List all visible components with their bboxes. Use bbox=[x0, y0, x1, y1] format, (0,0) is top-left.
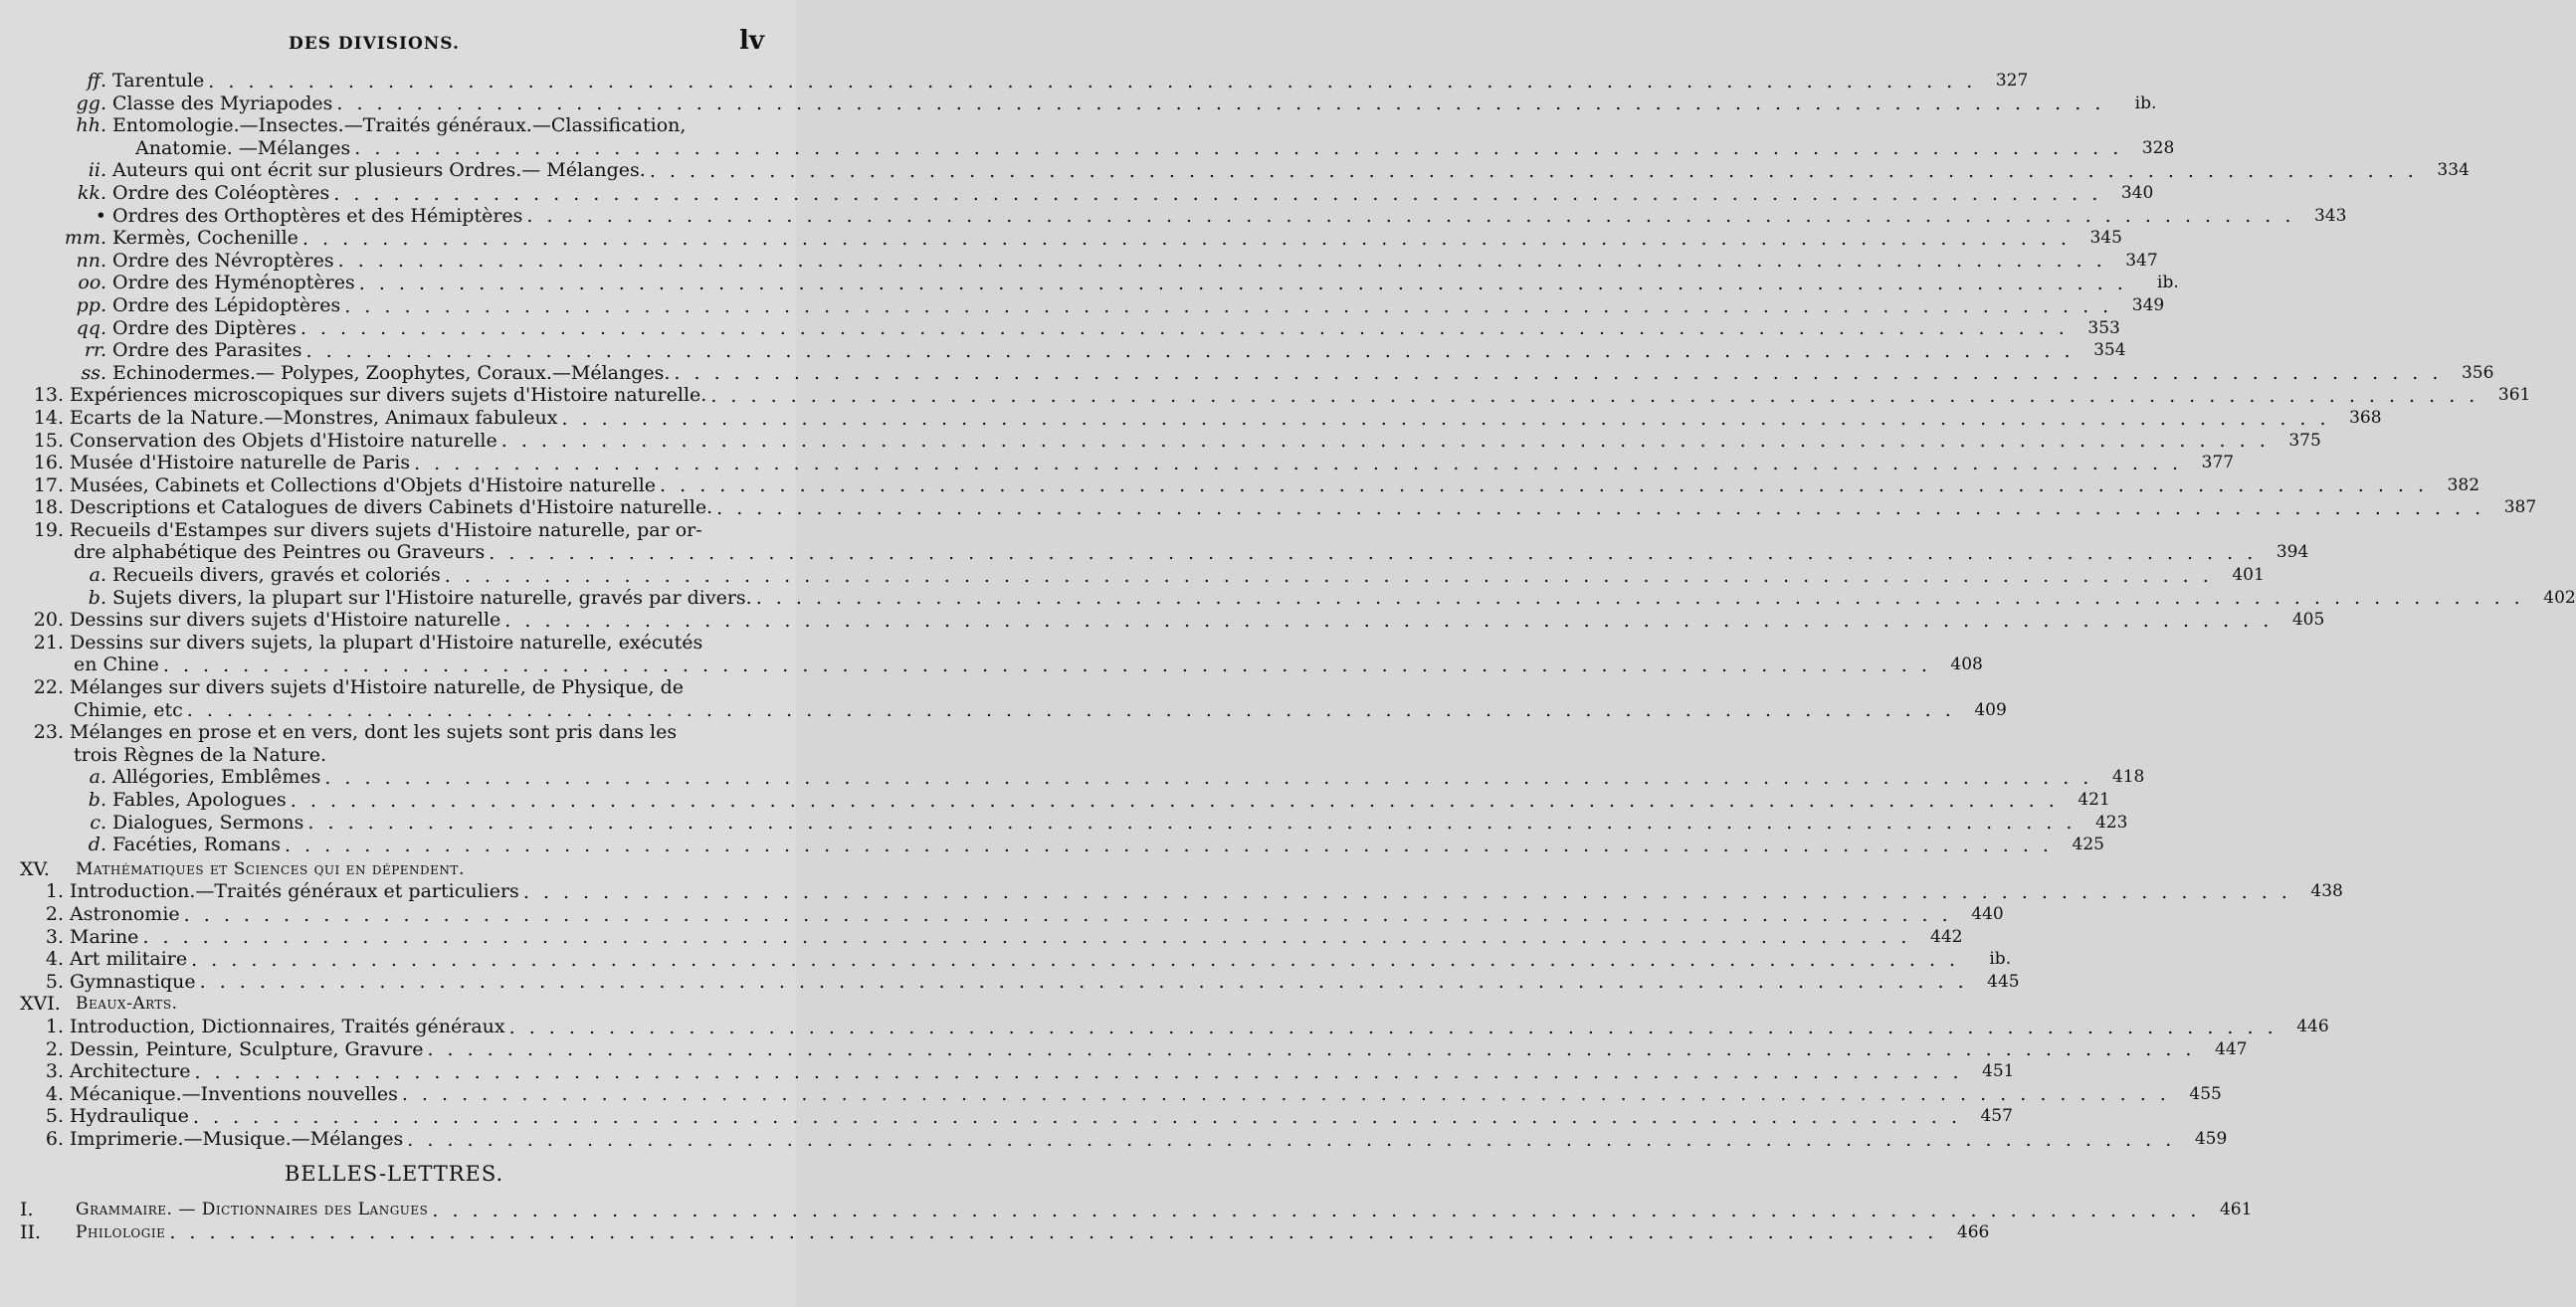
toc-line bbox=[18, 1127, 2228, 1151]
entry-page: 440 bbox=[1971, 903, 2004, 924]
entry-page: 445 bbox=[1987, 971, 2020, 992]
entry-number: c. bbox=[90, 811, 106, 834]
toc-entry bbox=[18, 1199, 2253, 1221]
toc-line bbox=[18, 902, 2004, 926]
toc-entry bbox=[18, 70, 2029, 93]
dot-leader bbox=[501, 430, 2270, 452]
toc-line bbox=[18, 473, 2480, 497]
section-title: Beaux-Arts. bbox=[76, 994, 178, 1015]
entry-title: Philologie bbox=[76, 1221, 166, 1242]
entry-title: Classe des Myriapodes bbox=[112, 92, 333, 114]
section-xvi bbox=[18, 993, 2329, 1150]
dot-leader bbox=[285, 835, 2053, 856]
entry-page: 446 bbox=[2296, 1016, 2329, 1036]
entry-page: 345 bbox=[2089, 228, 2122, 249]
toc-entry bbox=[18, 361, 2494, 385]
toc-line bbox=[18, 1199, 2253, 1221]
entry-page: 461 bbox=[2219, 1200, 2253, 1220]
entry-page: 455 bbox=[2189, 1083, 2222, 1104]
toc-entry bbox=[18, 1082, 2222, 1106]
toc-entry bbox=[18, 429, 2321, 453]
dot-leader bbox=[338, 250, 2106, 272]
toc-entry bbox=[18, 721, 770, 766]
dot-leader bbox=[562, 408, 2330, 430]
section-number: XVI. bbox=[20, 993, 61, 1016]
toc-line bbox=[18, 384, 2531, 407]
entry-page: 375 bbox=[2288, 430, 2321, 451]
toc-entry bbox=[18, 1127, 2228, 1151]
toc-entry bbox=[18, 834, 2104, 856]
entry-title: Ordre des Névroptères bbox=[112, 249, 334, 272]
dot-leader bbox=[414, 453, 2182, 474]
toc-line-continued bbox=[18, 744, 770, 767]
entry-title: Ordre des Diptères bbox=[112, 316, 297, 339]
toc-entry bbox=[18, 789, 2110, 812]
entry-page: 421 bbox=[2078, 790, 2110, 810]
entry-number: 2. bbox=[45, 1037, 64, 1060]
entry-page: 334 bbox=[2437, 160, 2470, 181]
dot-leader bbox=[307, 812, 2076, 834]
dot-leader bbox=[526, 205, 2294, 227]
dot-leader bbox=[193, 1106, 1961, 1128]
toc-line bbox=[18, 766, 2145, 789]
entry-title: Ecarts de la Nature.—Monstres, Animaux fabuleux bbox=[70, 406, 558, 429]
entry-title: Sujets divers, la plupart sur l'Histoire naturelle, gravés par divers. bbox=[112, 586, 752, 609]
dot-leader bbox=[208, 71, 1976, 93]
toc-line bbox=[18, 181, 2154, 205]
entry-number: kk. bbox=[77, 181, 106, 204]
toc-line bbox=[18, 114, 770, 137]
toc-line bbox=[18, 159, 2470, 182]
toc-line bbox=[18, 721, 770, 744]
toc-line bbox=[18, 316, 2120, 340]
toc-line-continued bbox=[18, 654, 1983, 676]
toc-line bbox=[18, 586, 2576, 610]
dot-leader bbox=[660, 474, 2428, 496]
entry-title: Ordre des Parasites bbox=[112, 339, 302, 362]
toc-line-continued bbox=[18, 698, 2007, 722]
entry-number: 1. bbox=[45, 880, 64, 903]
toc-entry bbox=[18, 1015, 2329, 1038]
dot-leader bbox=[163, 654, 1931, 676]
entry-page: 438 bbox=[2310, 881, 2343, 902]
entry-number: qq. bbox=[76, 316, 106, 339]
entry-number: I. bbox=[20, 1199, 34, 1221]
toc-entry bbox=[18, 1220, 1990, 1244]
entry-number: 6. bbox=[45, 1127, 64, 1150]
dot-leader bbox=[302, 228, 2071, 250]
entry-number: 14. bbox=[33, 406, 64, 429]
toc-entry bbox=[18, 811, 2128, 835]
toc-entry bbox=[18, 902, 2004, 926]
entry-number: ss. bbox=[81, 361, 106, 384]
belles-lettres-items bbox=[18, 1199, 2253, 1243]
entry-title: Ordre des Hyménoptères bbox=[112, 272, 355, 294]
dot-leader bbox=[710, 385, 2478, 407]
entry-page: 387 bbox=[2503, 497, 2537, 518]
toc-line-continued bbox=[18, 136, 2175, 160]
entry-page: 377 bbox=[2201, 453, 2235, 473]
entry-title: Mélanges en prose et en vers, dont les sujets sont pris dans les bbox=[70, 721, 678, 744]
entry-title: Dessin, Peinture, Sculpture, Gravure bbox=[70, 1037, 424, 1060]
entry-page: ib. bbox=[2157, 273, 2179, 293]
toc-entry bbox=[18, 204, 2347, 228]
entry-number: • bbox=[95, 204, 106, 227]
dot-leader bbox=[427, 1038, 2195, 1060]
toc-entry bbox=[18, 1105, 2013, 1128]
entry-title: Conservation des Objets d'Histoire naturelle bbox=[70, 429, 497, 452]
entry-page: 447 bbox=[2215, 1038, 2248, 1059]
entry-title: Dessins sur divers sujets d'Histoire naturelle bbox=[70, 609, 501, 632]
entry-title: Dessins sur divers sujets, la plupart d'Histoire naturelle, exécutés bbox=[70, 631, 703, 654]
entry-number: 20. bbox=[33, 609, 64, 632]
toc-entry bbox=[18, 631, 1983, 676]
toc-line bbox=[18, 632, 770, 654]
entry-title: Ordre des Lépidoptères bbox=[112, 293, 341, 316]
dot-leader bbox=[300, 317, 2069, 339]
entry-title-continued: en Chine bbox=[74, 654, 159, 676]
entry-number: hh. bbox=[76, 114, 106, 137]
entry-page: 347 bbox=[2125, 250, 2158, 271]
toc-entry bbox=[18, 339, 2126, 362]
dot-leader bbox=[359, 273, 2127, 294]
entry-page: 340 bbox=[2120, 182, 2154, 203]
dot-leader bbox=[354, 137, 2122, 159]
entry-title: Entomologie.—Insectes.—Traités généraux.—Classification, bbox=[112, 114, 687, 137]
section-xv bbox=[18, 857, 2343, 994]
dot-leader bbox=[509, 1017, 2278, 1038]
toc-entry bbox=[18, 925, 1963, 949]
dot-leader bbox=[407, 1129, 2175, 1151]
entry-title: Kermès, Cochenille bbox=[112, 227, 298, 250]
dot-leader bbox=[402, 1083, 2170, 1105]
dot-leader bbox=[432, 1200, 2200, 1221]
belles-lettres-heading: BELLES-LETTRES. bbox=[284, 1161, 504, 1186]
dot-leader bbox=[291, 790, 2059, 812]
entry-page: 356 bbox=[2461, 362, 2494, 383]
entry-title: Auteurs qui ont écrit sur plusieurs Ordres.— Mélanges. bbox=[112, 159, 646, 182]
toc-entry bbox=[18, 181, 2154, 205]
entry-number: 3. bbox=[45, 925, 64, 948]
table-of-contents bbox=[18, 70, 2576, 1243]
toc-line bbox=[18, 789, 2110, 812]
toc-line bbox=[18, 293, 2165, 317]
entry-number: rr. bbox=[84, 339, 106, 362]
entry-title: Imprimerie.—Musique.—Mélanges bbox=[70, 1127, 404, 1150]
section-title: Mathématiques et Sciences qui en dépendent. bbox=[76, 858, 465, 879]
entry-title: Gymnastique bbox=[70, 970, 196, 993]
entry-number: 17. bbox=[33, 473, 64, 496]
dot-leader bbox=[674, 362, 2442, 384]
toc-entry bbox=[18, 609, 2325, 632]
toc-line bbox=[18, 970, 2020, 994]
dot-leader bbox=[184, 904, 1952, 926]
entry-page: 423 bbox=[2094, 812, 2128, 833]
toc-line bbox=[18, 834, 2104, 856]
toc-line-continued bbox=[18, 541, 2309, 564]
toc-line bbox=[18, 204, 2347, 228]
toc-line bbox=[18, 1037, 2248, 1061]
entry-title: Expériences microscopiques sur divers sujets d'Histoire naturelle. bbox=[70, 384, 707, 407]
entry-title: Recueils divers, gravés et coloriés bbox=[112, 564, 441, 587]
entry-number: 21. bbox=[33, 631, 64, 654]
toc-line bbox=[18, 70, 2029, 93]
dot-leader bbox=[142, 926, 1910, 948]
toc-entry bbox=[18, 766, 2145, 789]
dot-leader bbox=[716, 497, 2484, 519]
entry-title: Echinodermes.— Polypes, Zoophytes, Coraux.—Mélanges. bbox=[112, 361, 671, 384]
entry-page: 343 bbox=[2313, 205, 2347, 226]
entry-number: mm. bbox=[64, 227, 106, 250]
entry-page: 418 bbox=[2111, 767, 2145, 788]
toc-line bbox=[18, 1105, 2013, 1128]
entry-title: Hydraulique bbox=[70, 1105, 189, 1128]
toc-line bbox=[18, 92, 2157, 115]
toc-line bbox=[18, 948, 2012, 971]
dot-leader bbox=[333, 183, 2101, 205]
toc-line bbox=[18, 1060, 2015, 1083]
entry-number: a. bbox=[89, 564, 106, 587]
toc-line bbox=[18, 339, 2126, 362]
section-number: XV. bbox=[20, 857, 50, 880]
toc-line bbox=[18, 880, 2343, 903]
section-xv-items bbox=[18, 880, 2343, 993]
entry-number: 15. bbox=[33, 429, 64, 452]
entries-list bbox=[18, 70, 2576, 856]
entry-page: 361 bbox=[2497, 385, 2531, 406]
entry-page: 409 bbox=[1974, 699, 2007, 720]
entry-number: a. bbox=[89, 766, 106, 789]
toc-entry bbox=[18, 586, 2576, 610]
entry-title: Astronomie bbox=[70, 902, 180, 925]
entry-title: Musées, Cabinets et Collections d'Objets d'Histoire naturelle bbox=[70, 473, 657, 496]
entry-title: Architecture bbox=[70, 1060, 191, 1083]
entry-title: Recueils d'Estampes sur divers sujets d'Histoire naturelle, par or- bbox=[70, 518, 702, 541]
toc-line bbox=[18, 1082, 2222, 1106]
toc-line bbox=[18, 361, 2494, 385]
entry-title-continued: Anatomie. —Mélanges bbox=[135, 136, 351, 159]
dot-leader bbox=[756, 587, 2524, 609]
entry-title: Marine bbox=[70, 925, 139, 948]
toc-entry bbox=[18, 473, 2480, 497]
entry-page: 459 bbox=[2194, 1128, 2228, 1149]
entry-number: 3. bbox=[45, 1060, 64, 1083]
toc-entry bbox=[18, 452, 2235, 474]
entry-page: 328 bbox=[2141, 137, 2175, 158]
entry-title: Descriptions et Catalogues de divers Cabinets d'Histoire naturelle. bbox=[70, 496, 713, 519]
toc-entry bbox=[18, 293, 2165, 317]
toc-line bbox=[18, 925, 1963, 949]
entry-title-continued: Chimie, etc bbox=[74, 698, 183, 721]
entry-number: b. bbox=[88, 789, 106, 811]
toc-entry bbox=[18, 384, 2531, 407]
toc-line bbox=[18, 519, 770, 542]
entry-title: Mélanges sur divers sujets d'Histoire naturelle, de Physique, de bbox=[70, 676, 684, 699]
toc-entry bbox=[18, 92, 2157, 115]
toc-entry bbox=[18, 1060, 2015, 1083]
dot-leader bbox=[650, 160, 2418, 182]
entry-title: Musée d'Histoire naturelle de Paris bbox=[70, 452, 411, 474]
entry-page: 405 bbox=[2291, 610, 2325, 631]
entry-number: ff. bbox=[87, 70, 106, 92]
toc-line bbox=[18, 564, 2265, 587]
toc-line bbox=[18, 406, 2382, 430]
section-heading-xvi bbox=[18, 993, 770, 1016]
entry-number: nn. bbox=[76, 249, 106, 272]
entry-title: Mécanique.—Inventions nouvelles bbox=[70, 1082, 398, 1105]
entry-number: gg. bbox=[76, 92, 106, 114]
toc-line bbox=[18, 811, 2128, 835]
toc-entry bbox=[18, 496, 2537, 519]
toc-entry bbox=[18, 227, 2122, 250]
section-xvi-items bbox=[18, 1015, 2329, 1151]
entry-title: Ordres des Orthoptères et des Hémiptères bbox=[112, 204, 523, 227]
entry-title: Allégories, Emblêmes bbox=[112, 766, 321, 789]
dot-leader bbox=[445, 565, 2213, 587]
toc-line bbox=[18, 452, 2235, 474]
entry-page: 394 bbox=[2276, 542, 2309, 563]
toc-entry bbox=[18, 970, 2020, 994]
entry-title: Fables, Apologues bbox=[112, 789, 287, 811]
entry-page: 408 bbox=[1950, 654, 1983, 675]
entry-number: 22. bbox=[33, 676, 64, 699]
entry-page: ib. bbox=[2134, 93, 2157, 113]
entry-number: 4. bbox=[45, 948, 64, 971]
entry-title-continued: trois Règnes de la Nature. bbox=[74, 743, 327, 766]
entry-number: d. bbox=[88, 834, 106, 856]
entry-title: Introduction.—Traités généraux et particuliers bbox=[70, 880, 519, 903]
entry-number: 19. bbox=[33, 518, 64, 541]
toc-line bbox=[18, 496, 2537, 519]
toc-line bbox=[18, 429, 2321, 453]
toc-entry bbox=[18, 676, 2007, 721]
entry-page: 353 bbox=[2087, 317, 2120, 338]
toc-line bbox=[18, 1220, 1990, 1244]
entry-number: 2. bbox=[45, 902, 64, 925]
toc-line bbox=[18, 676, 770, 699]
entry-page: 401 bbox=[2232, 565, 2265, 586]
toc-entry bbox=[18, 249, 2158, 273]
entry-title: Introduction, Dictionnaires, Traités généraux bbox=[70, 1015, 505, 1037]
entry-number: 13. bbox=[33, 384, 64, 407]
dot-leader bbox=[336, 93, 2104, 114]
entry-number: 4. bbox=[45, 1082, 64, 1105]
toc-entry bbox=[18, 272, 2179, 294]
dot-leader bbox=[191, 949, 1959, 971]
toc-entry bbox=[18, 1037, 2248, 1061]
toc-entry bbox=[18, 518, 2309, 564]
toc-line bbox=[18, 272, 2179, 294]
dot-leader bbox=[324, 767, 2092, 789]
dot-leader bbox=[306, 340, 2075, 362]
toc-line bbox=[18, 227, 2122, 250]
entry-title: Dialogues, Sermons bbox=[112, 811, 304, 834]
entry-title: Tarentule bbox=[112, 70, 205, 92]
toc-entry bbox=[18, 316, 2120, 340]
dot-leader bbox=[169, 1221, 1937, 1243]
entry-number: ii. bbox=[88, 159, 106, 182]
dot-leader bbox=[504, 610, 2273, 632]
toc-entry bbox=[18, 114, 2175, 159]
toc-line bbox=[18, 609, 2325, 632]
toc-entry bbox=[18, 880, 2343, 903]
entry-number: b. bbox=[88, 586, 106, 609]
entry-number: 16. bbox=[33, 452, 64, 474]
section-heading-xv bbox=[18, 858, 770, 881]
entry-number: 23. bbox=[33, 721, 64, 744]
entry-number: pp. bbox=[76, 293, 106, 316]
dot-leader bbox=[523, 881, 2291, 903]
entry-page: 442 bbox=[1930, 926, 1963, 947]
entry-page: 368 bbox=[2349, 407, 2382, 428]
entry-number: 1. bbox=[45, 1015, 64, 1037]
toc-entry bbox=[18, 406, 2382, 430]
dot-leader bbox=[187, 699, 1955, 721]
dot-leader bbox=[489, 542, 2257, 564]
entry-page: 354 bbox=[2093, 340, 2126, 361]
toc-line bbox=[18, 249, 2158, 273]
entry-page: 466 bbox=[1956, 1221, 1990, 1242]
entry-page: 425 bbox=[2072, 835, 2104, 855]
toc-entry bbox=[18, 159, 2470, 182]
entry-number: 18. bbox=[33, 496, 64, 519]
entry-number: oo. bbox=[78, 272, 106, 294]
running-head: DES DIVISIONS. bbox=[289, 34, 460, 54]
entry-title: Facéties, Romans bbox=[112, 834, 281, 856]
entry-number: II. bbox=[20, 1220, 42, 1243]
entry-title: Grammaire. — Dictionnaires des Langues bbox=[76, 1200, 429, 1220]
dot-leader bbox=[194, 1061, 1962, 1083]
entry-number: 5. bbox=[45, 1105, 64, 1128]
dot-leader bbox=[344, 295, 2112, 317]
entry-page: 451 bbox=[1982, 1061, 2015, 1082]
toc-entry bbox=[18, 948, 2012, 971]
toc-line bbox=[18, 1015, 2329, 1038]
entry-title: Art militaire bbox=[70, 948, 188, 971]
entry-number: 5. bbox=[45, 970, 64, 993]
entry-page: 402 bbox=[2543, 587, 2576, 608]
entry-page: 382 bbox=[2447, 474, 2480, 495]
page-number: lv bbox=[739, 26, 764, 56]
entry-page: 457 bbox=[1980, 1106, 2013, 1127]
toc-entry bbox=[18, 564, 2265, 587]
dot-leader bbox=[200, 971, 1968, 993]
entry-title: Ordre des Coléoptères bbox=[112, 181, 330, 204]
entry-title-continued: dre alphabétique des Peintres ou Graveurs bbox=[74, 541, 486, 564]
entry-page: 349 bbox=[2131, 294, 2165, 315]
entry-page: 327 bbox=[1995, 71, 2029, 91]
entry-page: ib. bbox=[1989, 949, 2012, 970]
